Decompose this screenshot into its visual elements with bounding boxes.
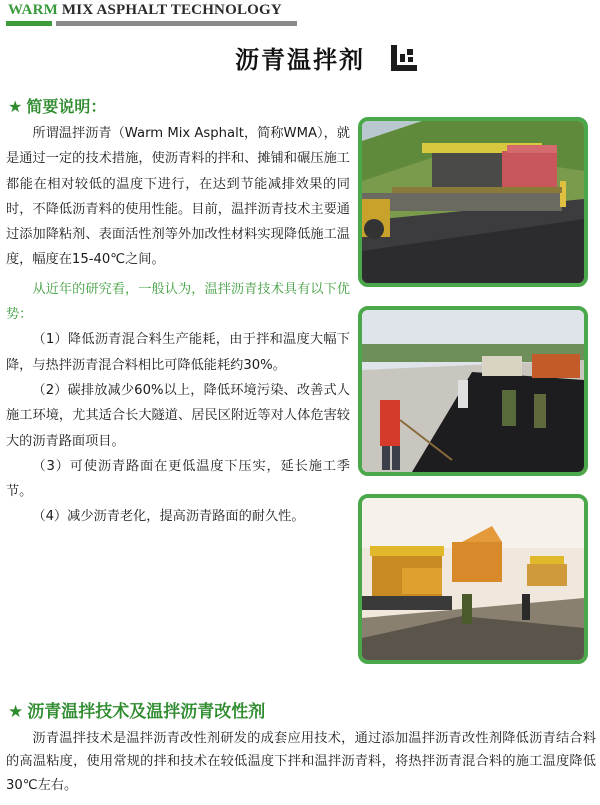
banner-rule-gray xyxy=(56,21,297,26)
banner-rule-green xyxy=(6,21,52,26)
photo-workers xyxy=(358,306,588,476)
advantage-item-3: （3）可使沥青路面在更低温度下压实，延长施工季节。 xyxy=(6,458,350,500)
section2-paragraph: 沥青温拌技术是温拌沥青改性剂研发的成套应用技术，通过添加温拌沥青改性剂降低沥青结合料的高温粘度，使用常规的拌和技术在较低温度下拌和温拌沥青料，将热拌沥青混合料的施工温度降低30℃左右。 xyxy=(6,731,596,793)
section1-body xyxy=(6,121,350,530)
star-icon: ★ xyxy=(8,97,23,116)
title-mark-icon xyxy=(391,45,417,71)
photo-paving-machine xyxy=(358,117,588,287)
advantage-item-4: （4）减少沥青老化，提高沥青路面的耐久性。 xyxy=(32,509,305,525)
advantage-item-2: （2）碳排放减少60%以上，降低环境污染、改善式人施工环境，尤其适合长大隧道、居民区附近等对人体危害较大的沥青路面项目。 xyxy=(6,382,350,449)
section2-body xyxy=(6,727,596,797)
star-icon: ★ xyxy=(8,702,24,722)
page-title: 沥青温拌剂 xyxy=(235,46,365,74)
advantage-item-1: （1）降低沥青混合料生产能耗，由于拌和温度大幅下降，与热拌沥青混合料相比可降低能耗约30%。 xyxy=(6,332,350,373)
section2-heading xyxy=(8,697,265,722)
banner-title xyxy=(8,2,282,19)
banner-title-green: WARM xyxy=(8,2,58,18)
intro-paragraph: 所谓温拌沥青（Warm Mix Asphalt，简称WMA），就是通过一定的技术措施，使沥青料的拌和、摊铺和碾压施工都能在相对较低的温度下进行，在达到节能减排效果的同时，不降低沥青料的使用性能。目前，温拌沥青技术主要通过添加降粘剂、表面活性剂等外加改性材料实现降低施工温度，幅度在15-40℃之间。 xyxy=(6,126,350,268)
section1-heading xyxy=(8,94,106,117)
section2-heading-text: 沥青温拌技术及温拌沥青改性剂 xyxy=(27,702,266,722)
advantages-lead: 从近年的研究看，一般认为，温拌沥青技术具有以下优势： xyxy=(6,281,350,323)
banner-title-rest: MIX ASPHALT TECHNOLOGY xyxy=(61,2,282,18)
section1-heading-text: 简要说明： xyxy=(26,97,107,116)
photo-paver-truck xyxy=(358,494,588,664)
